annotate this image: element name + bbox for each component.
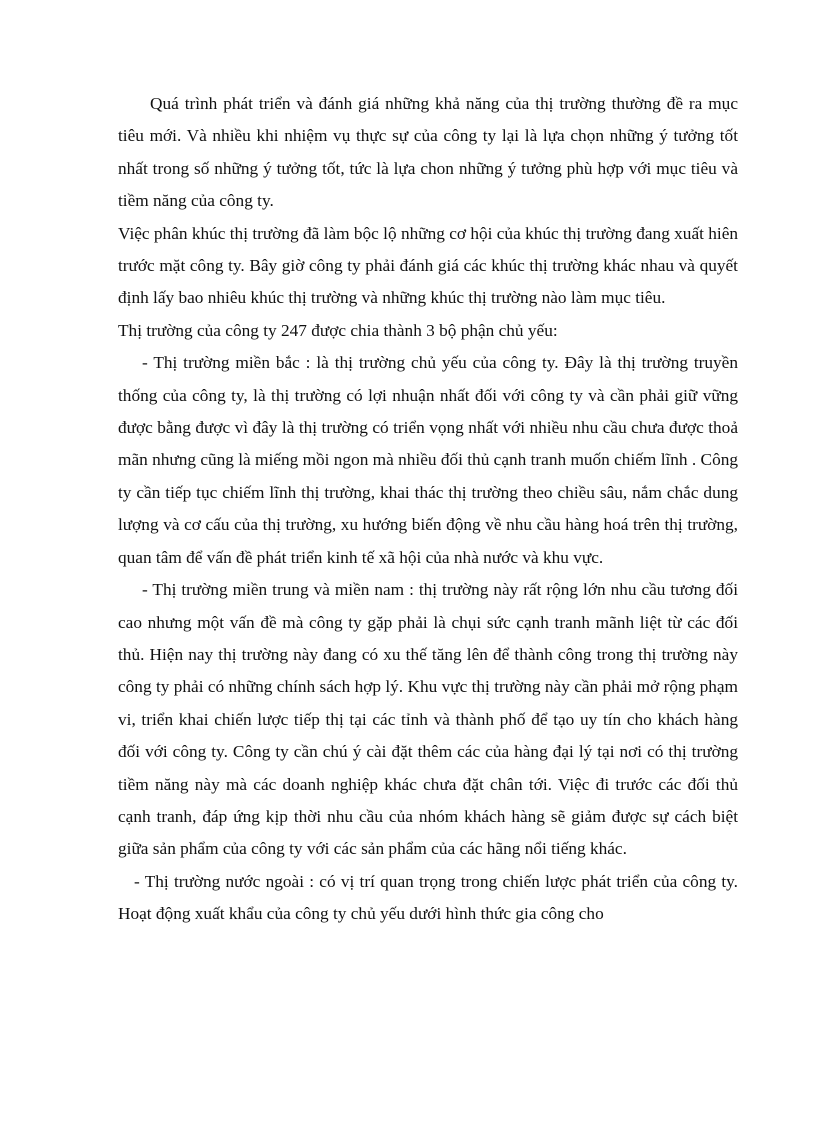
paragraph-market-division: Thị trường của công ty 247 được chia thành 3 bộ phận chủ yếu: — [118, 320, 558, 340]
paragraph-foreign-market: - Thị trường nước ngoài : có vị trí quan trọng trong chiến lược phát triển của công ty. Hoạt động xuất khẩu của công ty chủ yếu dưới hình thức gia công cho — [118, 871, 738, 924]
paragraph-goal-selection: Quá trình phát triển và đánh giá những khả năng của thị trường thường đề ra mục tiêu mới. Và nhiều khi nhiệm vụ thực sự của công ty lại là lựa chọn những ý tưởng tốt nhất trong số những ý tưởng tốt, tức là lựa chon những ý tưởng phù hợp với mục tiêu và tiềm năng của công ty. — [118, 94, 738, 211]
paragraph-northern-market: - Thị trường miền bắc : là thị trường chủ yếu của công ty. Đây là thị trường truyền thống của công ty, là thị trường có lợi nhuận nhất đối với công ty và cần phải giữ vững được bằng được vì đây là thị trường có triển vọng nhất với nhiều nhu cầu chưa được thoả mãn nhưng cũng là miếng mồi ngon mà nhiều đối thủ cạnh tranh muốn chiếm lĩnh . Công ty cần tiếp tục chiếm lĩnh thị trường, khai thác thị trường theo chiều sâu, nắm chắc dung lượng và cơ cấu của thị trường, xu hướng biến động về nhu cầu hàng hoá trên thị trường, quan tâm để vấn đề phát triển kinh tế xã hội của nhà nước và khu vực. — [118, 353, 738, 567]
paragraph-market-segmentation: Việc phân khúc thị trường đã làm bộc lộ những cơ hội của khúc thị trường đang xuất hiên trước mặt công ty. Bây giờ công ty phải đánh giá các khúc thị trường khác nhau và quyết định lấy bao nhiêu khúc thị trường và những khúc thị trường nào làm mục tiêu. — [118, 223, 738, 308]
body-text — [118, 88, 738, 931]
paragraph-central-southern-market: - Thị trường miền trung và miền nam : thị trường này rất rộng lớn nhu cầu tương đối cao nhưng một vấn đề mà công ty gặp phải là chụi sức cạnh tranh mãnh liệt từ các đối thủ. Hiện nay thị trường này đang có xu thế tăng lên để thành công trong thị trường này công ty phải có những chính sách hợp lý. Khu vực thị trường này cần phải mở rộng phạm vi, triển khai chiến lược tiếp thị tại các tỉnh và thành phố để tạo uy tín cho khách hàng đối với công ty. Công ty cần chú ý cài đặt thêm các của hàng đại lý tại nơi có thị trường tiềm năng này mà các doanh nghiệp khác chưa đặt chân tới. Việc đi trước các đối thủ cạnh tranh, đáp ứng kịp thời nhu cầu của nhóm khách hàng sẽ giảm được sự cách biệt giữa sản phẩm của công ty với các sản phẩm của các hãng nổi tiếng khác. — [118, 580, 738, 859]
